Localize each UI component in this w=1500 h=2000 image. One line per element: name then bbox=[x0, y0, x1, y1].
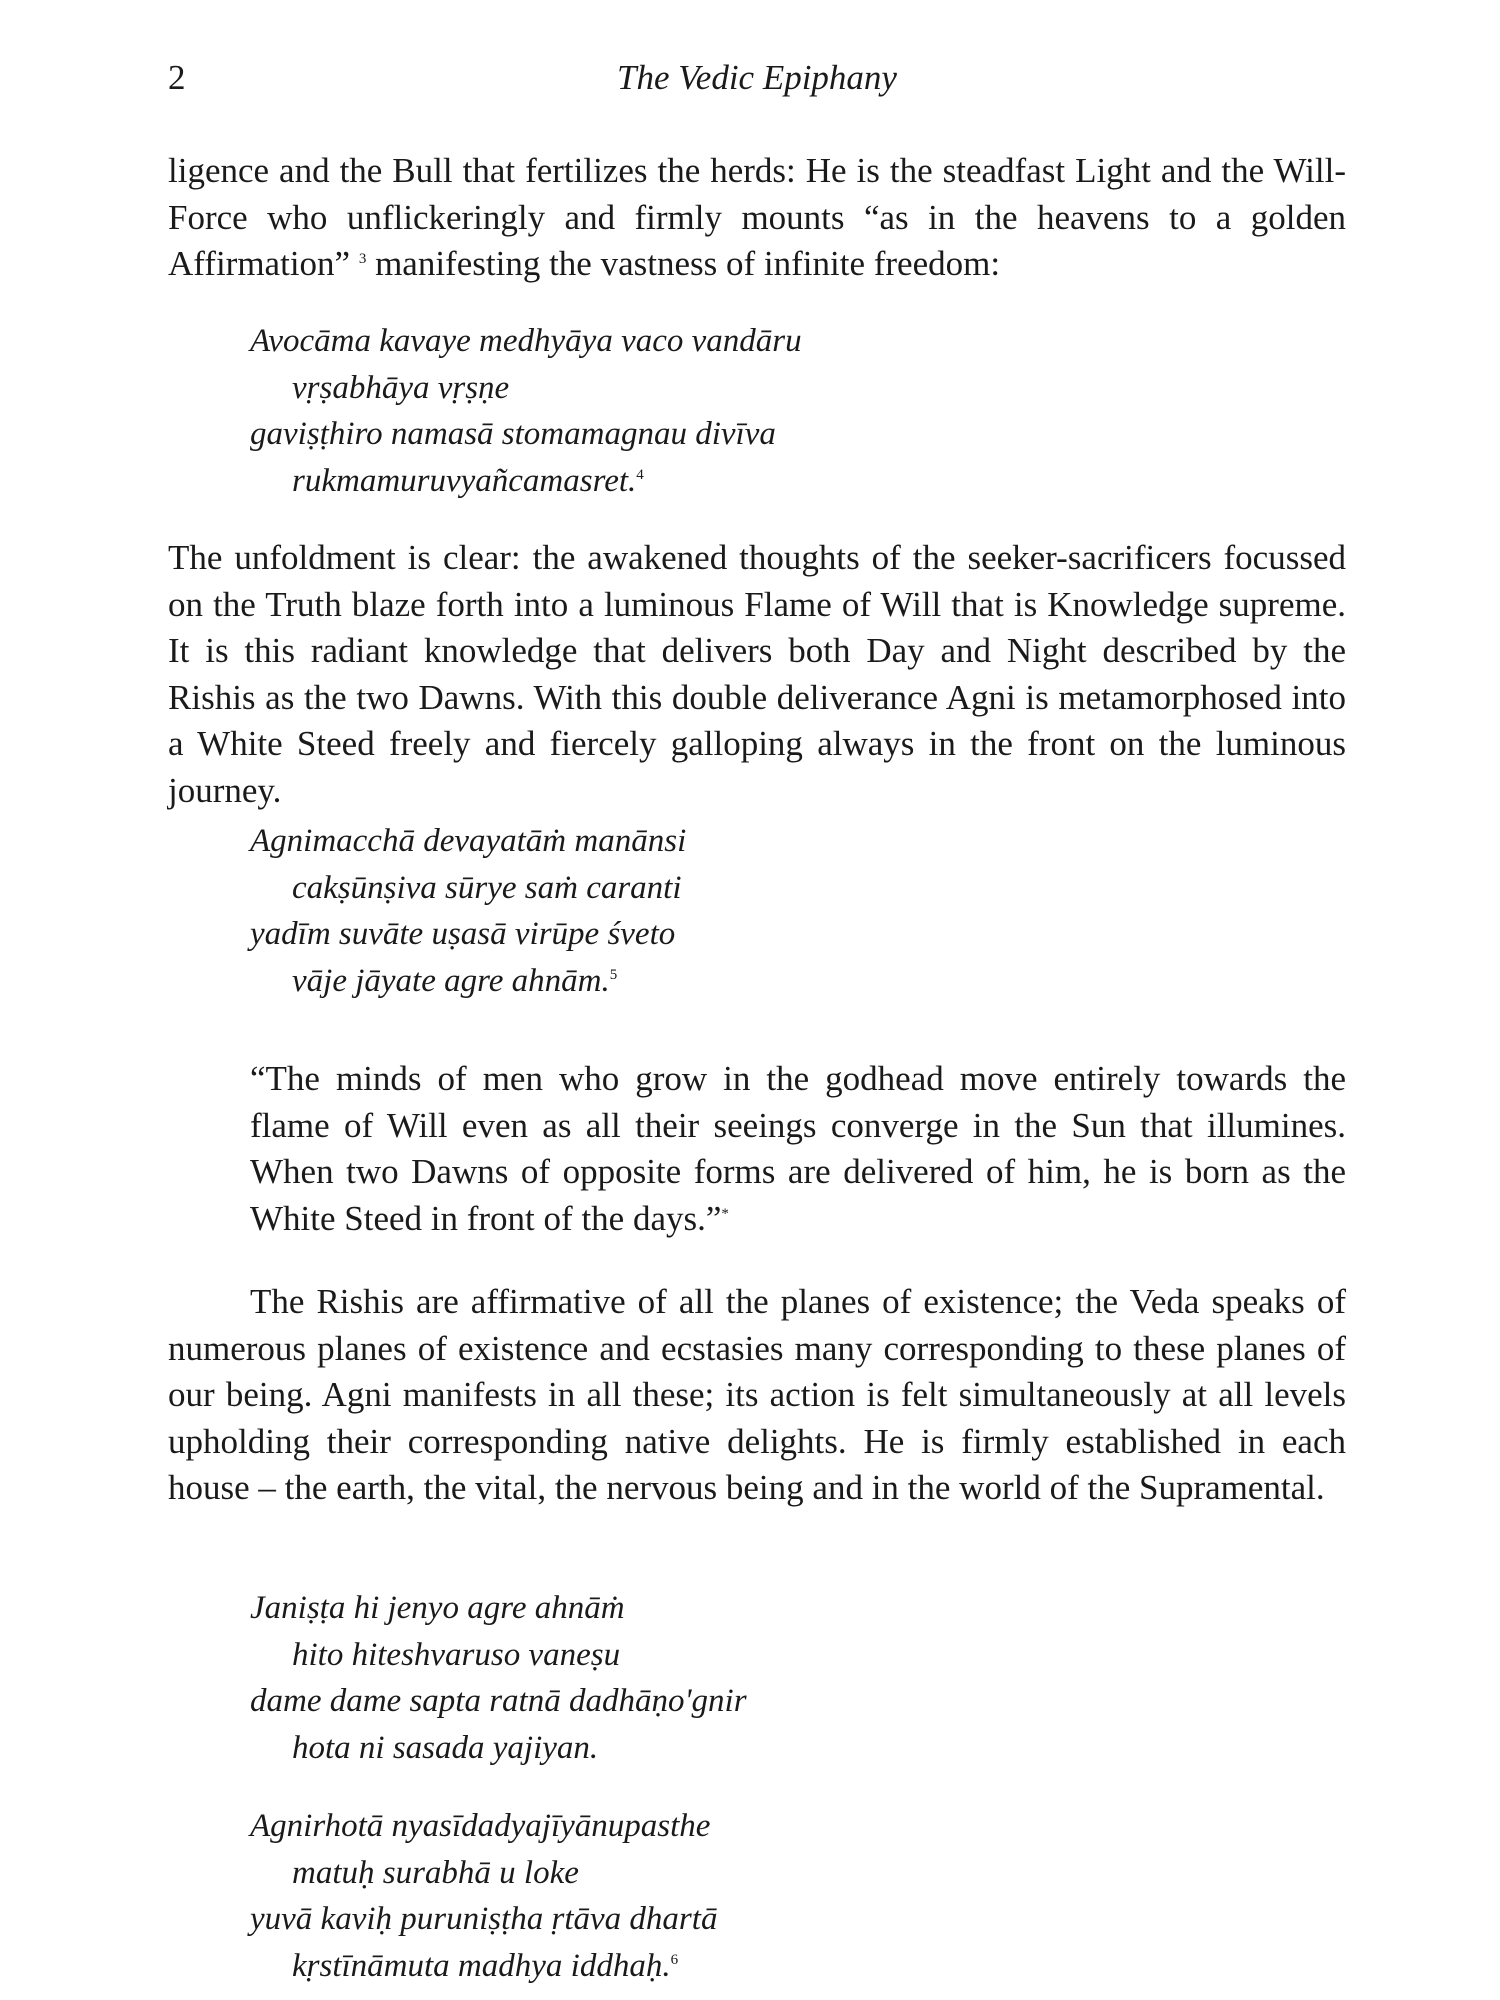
verse-4-line-1: Agnirhotā nyasīdadyajīyānupasthe bbox=[250, 1808, 711, 1844]
verse-3-line-4: hota ni sasada yajiyan. bbox=[292, 1729, 599, 1766]
verse-1-line-2: vṛṣabhāya vṛṣṇe bbox=[292, 369, 510, 406]
page-number: 2 bbox=[168, 58, 186, 97]
verse-3 bbox=[250, 1585, 747, 1771]
verse-1-line-3: gaviṣṭhiro namasā stomamagnau divīva bbox=[250, 416, 776, 452]
translation-quote-text: “The minds of men who grow in the godhead move entirely towards the flame of Will even as all their seeings converge in the Sun that illumines. When two Dawns of opposite forms are delivered of him, he is born as the White Steed in front of the days.” bbox=[250, 1059, 1346, 1238]
verse-4 bbox=[250, 1803, 717, 1989]
footnote-ref-4: 4 bbox=[636, 466, 644, 483]
verse-2-line-3: yadīm suvāte uṣasā virūpe śveto bbox=[250, 916, 676, 952]
verse-4-line-2: matuḥ surabhā u loke bbox=[292, 1854, 579, 1891]
paragraph-2: The unfoldment is clear: the awakened thoughts of the seeker-sacrificers focussed on the Truth blaze forth into a luminous Flame of Will that is Knowledge supreme. It is this radiant knowledge that delivers both Day and Night described by the Rishis as the two Dawns. With this double deliverance Agni is metamorphosed into a White Steed freely and fiercely galloping always in the front on the luminous journey. bbox=[168, 538, 1346, 810]
verse-1 bbox=[250, 318, 802, 504]
verse-4-line-4 bbox=[250, 1943, 717, 1990]
verse-2 bbox=[250, 818, 686, 1004]
footnote-ref-5: 5 bbox=[609, 966, 618, 983]
paragraph-1-text: ligence and the Bull that fertilizes the herds: He is the steadfast Light and the Will-Force who unflickeringly and firmly mounts “as in the heavens to a golden Affirmation” bbox=[168, 151, 1346, 283]
verse-2-line-2: cakṣūnṣiva sūrye saṁ caranti bbox=[292, 869, 682, 906]
verse-3-line-1: Janiṣṭa hi jenyo agre ahnāṁ bbox=[250, 1590, 625, 1626]
verse-1-line-4 bbox=[250, 458, 802, 505]
paragraph-3: The Rishis are affirmative of all the planes of existence; the Veda speaks of numerous planes of existence and ecstasies many corresponding to these planes of our being. Agni manifests in all these; its action is felt simultaneously at all levels upholding their corresponding native delights. He is firmly established in each house – the earth, the vital, the nervous being and in the world of the Supramental. bbox=[168, 1282, 1346, 1507]
verse-4-line-4-text: kṛstīnāmuta madhya iddhaḥ. bbox=[292, 1947, 671, 1984]
paragraph-1-text-after: manifesting the vastness of infinite freedom: bbox=[366, 244, 1001, 283]
verse-1-line-4-text: rukmamuruvyañcamasret. bbox=[292, 462, 637, 499]
verse-1-line-1: Avocāma kavaye medhyāya vaco vandāru bbox=[250, 323, 802, 359]
footnote-ref-3: 3 bbox=[358, 251, 367, 267]
verse-2-line-1: Agnimacchā devayatāṁ manānsi bbox=[250, 823, 687, 859]
asterisk-note: * bbox=[721, 1205, 729, 1222]
footnote-ref-6: 6 bbox=[670, 1951, 679, 1968]
running-title: The Vedic Epiphany bbox=[617, 58, 897, 97]
verse-2-line-4-text: vāje jāyate agre ahnām. bbox=[292, 962, 610, 999]
paragraph-1 bbox=[168, 148, 1346, 288]
verse-3-line-2: hito hiteshvaruso vaneṣu bbox=[292, 1636, 621, 1673]
verse-3-line-3: dame dame sapta ratnā dadhāṇo'gnir bbox=[250, 1683, 747, 1719]
page-header bbox=[168, 58, 1346, 108]
verse-2-line-4 bbox=[250, 958, 686, 1005]
verse-4-line-3: yuvā kaviḥ puruniṣṭha ṛtāva dhartā bbox=[250, 1901, 718, 1937]
translation-quote bbox=[250, 1056, 1346, 1242]
